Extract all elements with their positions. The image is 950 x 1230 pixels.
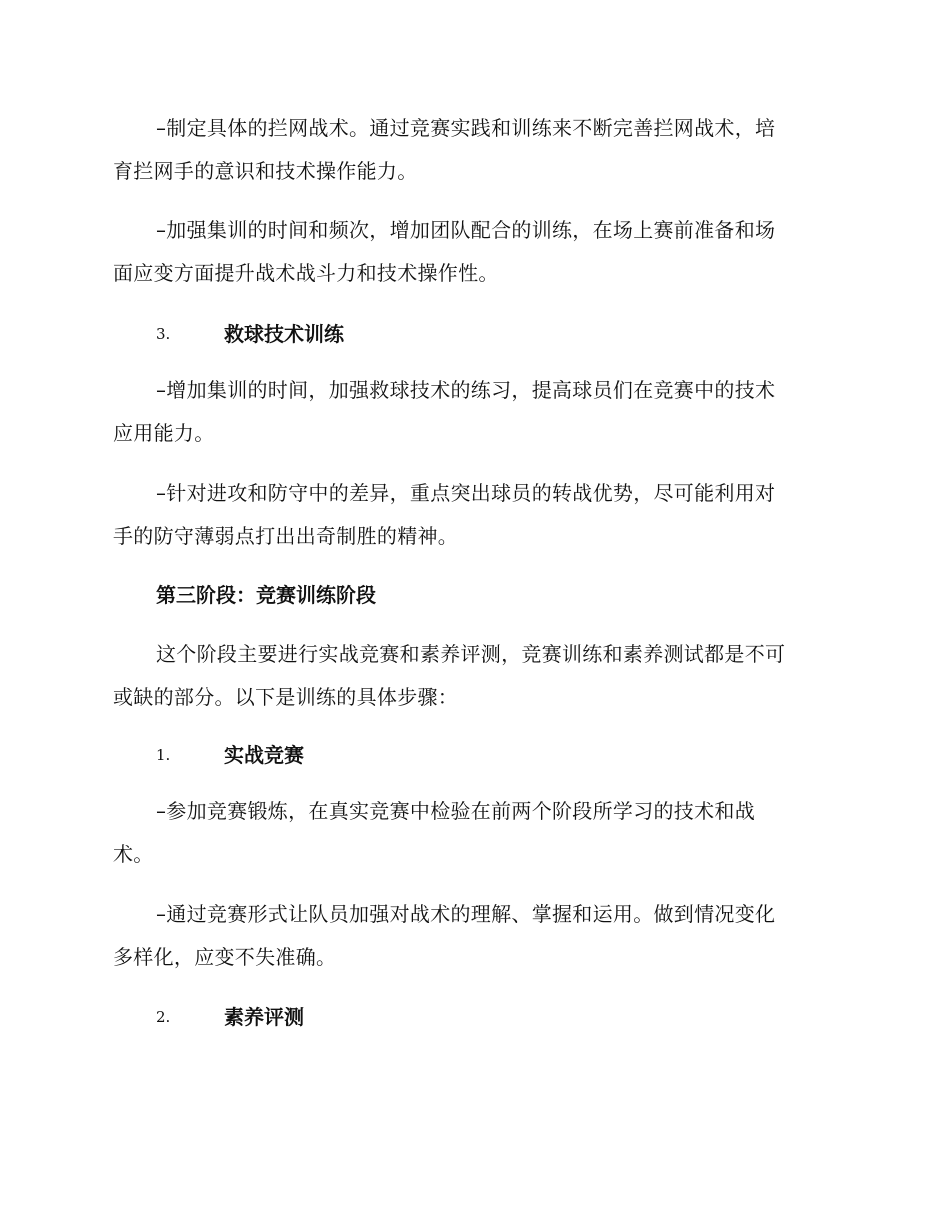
stage-three-heading: 第三阶段：竞赛训练阶段 — [156, 583, 376, 607]
paragraph-line: 或缺的部分。以下是训练的具体步骤： — [113, 685, 459, 709]
paragraph-stage-three-intro — [113, 633, 833, 719]
section-heading-actual-competition: 实战竞赛 — [224, 743, 304, 767]
paragraph-line: –通过竞赛形式让队员加强对战术的理解、掌握和运用。做到情况变化 — [156, 902, 776, 926]
paragraph-line: –制定具体的拦网战术。通过竞赛实践和训练来不断完善拦网战术，培 — [156, 116, 776, 140]
paragraph-line: –加强集训的时间和频次，增加团队配合的训练，在场上赛前准备和场 — [156, 218, 776, 242]
paragraph-blocking-tactics — [113, 107, 833, 193]
paragraph-line: 多样化，应变不失准确。 — [113, 945, 337, 969]
paragraph-line: 术。 — [113, 842, 154, 866]
paragraph-offense-defense — [113, 472, 833, 558]
list-number: 1. — [156, 746, 171, 764]
paragraph-line: –参加竞赛锻炼，在真实竞赛中检验在前两个阶段所学习的技术和战 — [156, 799, 755, 823]
paragraph-line: 面应变方面提升战术战斗力和技术操作性。 — [113, 261, 499, 285]
list-number: 3. — [156, 325, 171, 343]
paragraph-line: –增加集训的时间，加强救球技术的练习，提高球员们在竞赛中的技术 — [156, 378, 776, 402]
paragraph-training-frequency — [113, 209, 833, 295]
section-heading-rescue-training: 救球技术训练 — [224, 322, 344, 346]
paragraph-rescue-practice — [113, 369, 833, 455]
section-heading-quality-assessment: 素养评测 — [224, 1005, 304, 1029]
paragraph-line: 手的防守薄弱点打出出奇制胜的精神。 — [113, 524, 459, 548]
paragraph-tactics-understanding — [113, 893, 833, 979]
paragraph-line: 育拦网手的意识和技术操作能力。 — [113, 159, 418, 183]
paragraph-line: 应用能力。 — [113, 421, 215, 445]
list-number: 2. — [156, 1008, 171, 1026]
paragraph-line: –针对进攻和防守中的差异，重点突出球员的转战优势，尽可能利用对 — [156, 481, 776, 505]
paragraph-line: 这个阶段主要进行实战竞赛和素养评测，竞赛训练和素养测试都是不可 — [156, 642, 786, 666]
paragraph-competition-exercise — [113, 790, 833, 876]
